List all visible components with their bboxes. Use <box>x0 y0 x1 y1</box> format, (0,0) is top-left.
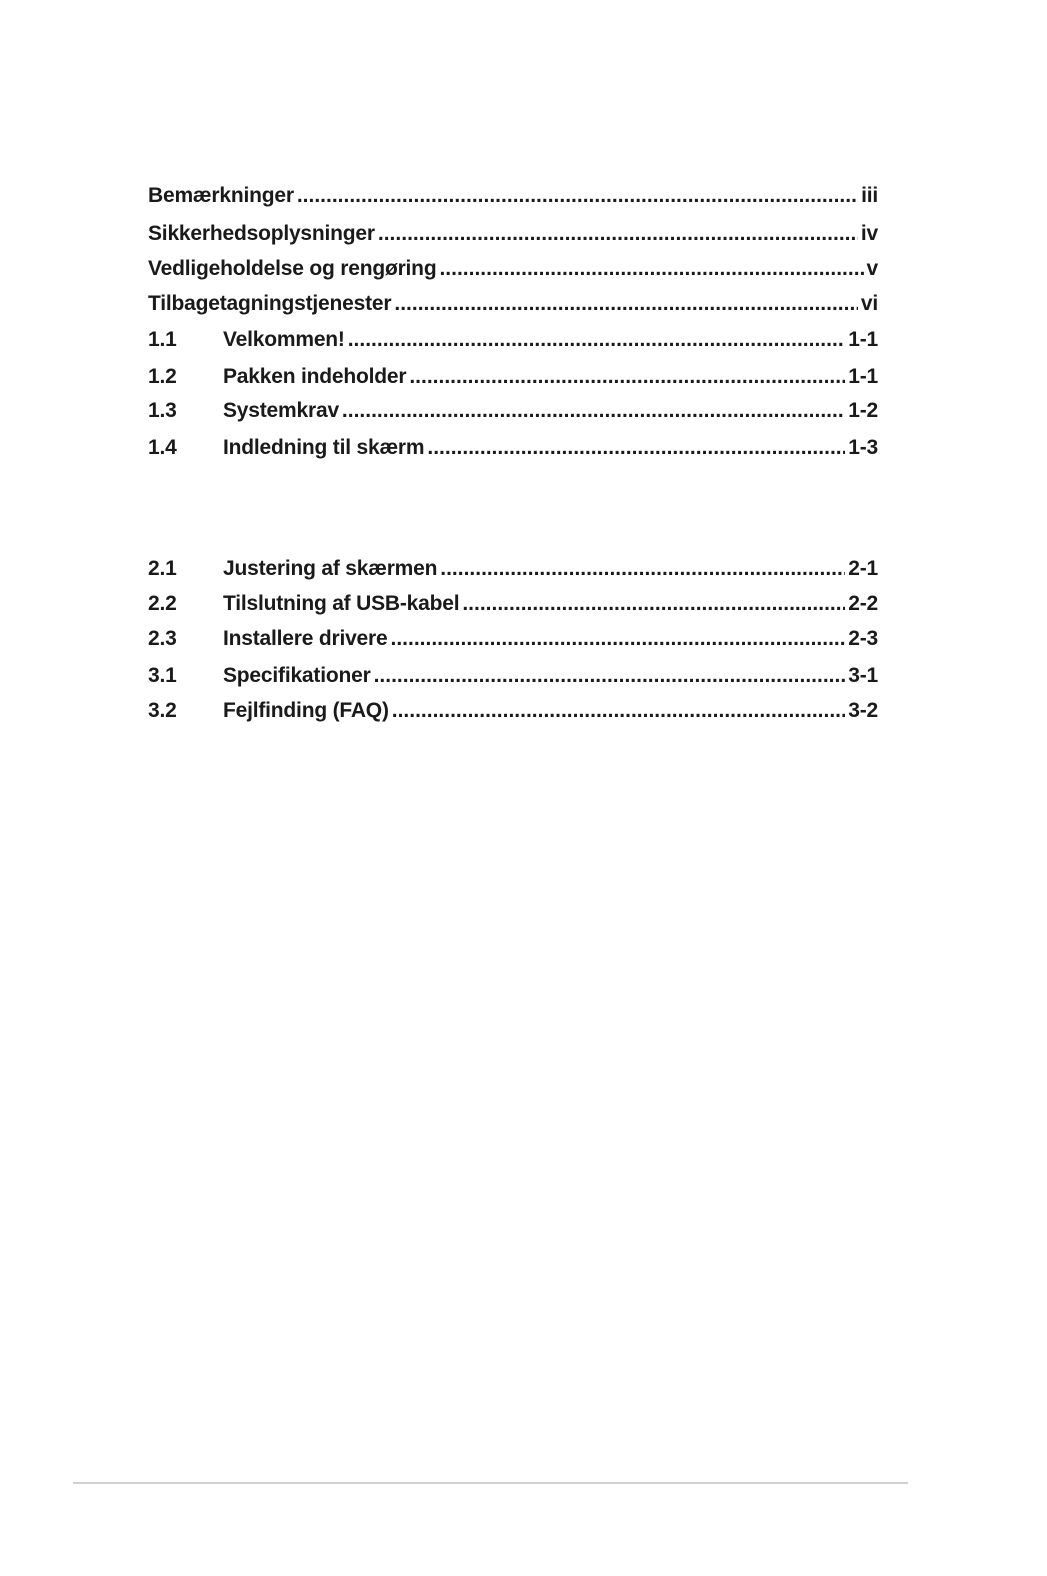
toc-entry-page: 3-2 <box>848 699 878 722</box>
toc-entry-page: 2-3 <box>848 627 878 650</box>
toc-entry-page: 1-3 <box>848 436 878 459</box>
toc-entry-2-2[interactable] <box>148 590 878 618</box>
toc-entry-bemaerkninger[interactable] <box>148 182 878 210</box>
toc-entry-title: Bemærkninger <box>148 184 294 207</box>
toc-entry-3-2[interactable] <box>148 697 878 725</box>
toc-entry-vedligeholdelse[interactable] <box>148 255 878 283</box>
dot-leader <box>297 182 858 210</box>
toc-entry-title: Specifikationer <box>223 664 371 687</box>
toc-entry-3-1[interactable] <box>148 662 878 690</box>
toc-entry-title: Indledning til skærm <box>223 436 425 459</box>
toc-entry-title: Sikkerhedsoplysninger <box>148 222 375 245</box>
toc-entry-title: Installere drivere <box>223 627 388 650</box>
dot-leader <box>439 255 863 283</box>
toc-entry-number: 1.3 <box>148 399 177 422</box>
dot-leader <box>374 662 846 690</box>
toc-entry-number: 2.1 <box>148 557 177 580</box>
dot-leader <box>427 434 845 462</box>
toc-entry-title: Fejlfinding (FAQ) <box>223 699 389 722</box>
toc-entry-page: iii <box>861 184 878 207</box>
toc-entry-1-2[interactable] <box>148 363 878 391</box>
toc-entry-number: 1.4 <box>148 436 177 459</box>
toc-entry-number: 3.1 <box>148 664 177 687</box>
toc-entry-1-4[interactable] <box>148 434 878 462</box>
toc-entry-2-1[interactable] <box>148 555 878 583</box>
toc-entry-page: 1-1 <box>848 328 878 351</box>
footer-divider <box>73 1482 908 1484</box>
dot-leader <box>378 220 858 248</box>
dot-leader <box>392 697 845 725</box>
dot-leader <box>342 397 845 425</box>
toc-entry-title: Vedligeholdelse og rengøring <box>148 257 437 280</box>
toc-entry-page: 2-1 <box>848 557 878 580</box>
toc-entry-number: 2.2 <box>148 592 177 615</box>
toc-entry-page: 1-1 <box>848 365 878 388</box>
toc-entry-page: v <box>866 257 878 280</box>
toc-entry-page: vi <box>860 292 878 315</box>
toc-entry-title: Pakken indeholder <box>223 365 407 388</box>
toc-entry-title: Justering af skærmen <box>223 557 438 580</box>
toc-entry-1-1[interactable] <box>148 326 878 354</box>
toc-entry-number: 3.2 <box>148 699 177 722</box>
toc-entry-number: 1.1 <box>148 328 177 351</box>
toc-entry-page: iv <box>860 222 878 245</box>
toc-entry-title: Tilslutning af USB-kabel <box>223 592 460 615</box>
toc-entry-2-3[interactable] <box>148 625 878 653</box>
dot-leader <box>391 625 846 653</box>
toc-entry-page: 1-2 <box>848 399 878 422</box>
toc-entry-number: 2.3 <box>148 627 177 650</box>
dot-leader <box>348 326 846 354</box>
dot-leader <box>394 290 858 318</box>
toc-entry-sikkerhedsoplysninger[interactable] <box>148 220 878 248</box>
toc-entry-number: 1.2 <box>148 365 177 388</box>
dot-leader <box>440 555 845 583</box>
toc-entry-title: Systemkrav <box>223 399 339 422</box>
toc-entry-page: 3-1 <box>848 664 878 687</box>
toc-entry-title: Velkommen! <box>223 328 345 351</box>
dot-leader <box>462 590 845 618</box>
toc-entry-1-3[interactable] <box>148 397 878 425</box>
toc-entry-title: Tilbagetagningstjenester <box>148 292 392 315</box>
toc-entry-tilbagetagningstjenester[interactable] <box>148 290 878 318</box>
toc-entry-page: 2-2 <box>848 592 878 615</box>
dot-leader <box>409 363 845 391</box>
